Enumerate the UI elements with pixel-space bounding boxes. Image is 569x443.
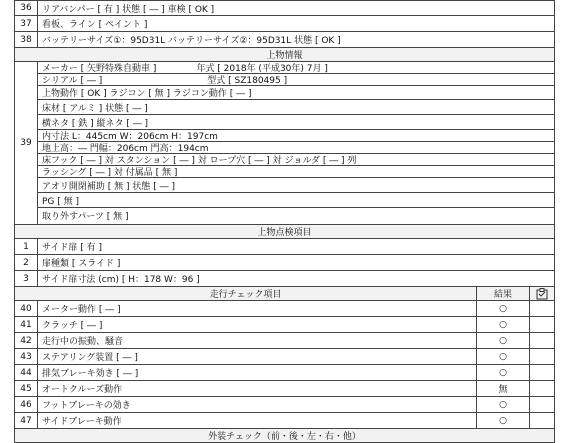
row-text: ステアリング装置 [ ― ]	[42, 353, 138, 363]
table-row	[14, 271, 555, 287]
row-number: 43	[15, 349, 38, 364]
equipment-block	[14, 62, 555, 225]
equipment-line: 内寸法 L：445cm W：206cm H：197cm	[38, 130, 554, 142]
table-row	[14, 365, 555, 381]
section-header	[14, 225, 555, 239]
row-text: サイド扉寸法 (cm) [ H：178 W：96 ]	[42, 275, 200, 285]
equipment-line: 床材 [ アルミ ] 状態 [ ― ]	[38, 100, 554, 115]
row-text: サイドブレーキ動作	[42, 417, 122, 427]
section-header	[14, 287, 555, 301]
row-text: サイド扉 [ 有 ]	[42, 243, 102, 253]
row-text: フットブレーキの効き	[42, 401, 131, 411]
result-cell: ○	[476, 301, 529, 316]
table-row	[14, 16, 555, 32]
maker-field: メーカー [ 矢野特殊自動車 ]	[42, 64, 157, 74]
result-cell: ○	[476, 397, 529, 412]
equipment-line: 地上高：― 門幅：206cm 門高：194cm	[38, 142, 554, 154]
extra-cell	[529, 301, 554, 316]
table-row	[14, 0, 555, 16]
extra-cell	[529, 333, 554, 348]
equipment-line: 横ネタ [ 鉄 ] 縦ネタ [ ― ]	[38, 115, 554, 130]
clipboard-icon[interactable]	[529, 287, 554, 300]
row-text: 看板、ライン [ ペイント ]	[42, 20, 148, 30]
row-number: 40	[15, 301, 38, 316]
row-text: 扉種類 [ スライド ]	[42, 259, 121, 269]
row-number: 45	[15, 381, 38, 396]
inspection-sheet	[14, 0, 555, 443]
row-number: 39	[15, 62, 38, 224]
section-title: 走行チェック項目	[15, 287, 476, 300]
section-title: 上物情報	[15, 48, 554, 61]
equipment-line: ラッシング [ ― ] 対 付属品 [ 無 ]	[38, 166, 554, 178]
equipment-line: PG [ 無 ]	[38, 193, 554, 208]
row-number: 38	[15, 32, 38, 47]
row-number: 42	[15, 333, 38, 348]
row-number: 46	[15, 397, 38, 412]
result-header: 結果	[476, 287, 529, 300]
row-text: 走行中の振動、騒音	[42, 337, 124, 347]
row-number: 2	[15, 255, 38, 270]
table-row	[14, 317, 555, 333]
row-text: オートクルーズ動作	[42, 385, 123, 395]
row-text: バッテリーサイズ①：95D31L バッテリーサイズ②：95D31L 状態 [ OK ]	[42, 36, 341, 46]
year-field: 年式 [ 2018年 (平成30年) 7月 ]	[196, 64, 328, 74]
row-number: 1	[15, 239, 38, 254]
row-text: クラッチ [ ― ]	[42, 321, 103, 331]
section-title: 上物点検項目	[15, 225, 554, 238]
table-row	[14, 333, 555, 349]
row-number: 44	[15, 365, 38, 380]
table-row	[14, 301, 555, 317]
serial-field: シリアル [ ― ]	[42, 76, 103, 86]
row-number: 37	[15, 16, 38, 31]
table-row	[14, 413, 555, 429]
result-cell: ○	[476, 333, 529, 348]
row-text: 排気ブレーキ効き [ ― ]	[42, 369, 139, 379]
extra-cell	[529, 317, 554, 332]
row-number: 47	[15, 413, 38, 428]
result-cell: ○	[476, 349, 529, 364]
section-header	[14, 48, 555, 62]
table-row	[14, 239, 555, 255]
row-number: 3	[15, 271, 38, 286]
result-cell: ○	[476, 365, 529, 380]
table-row	[14, 255, 555, 271]
equipment-line: 取り外すパーツ [ 無 ]	[42, 211, 129, 222]
table-row	[14, 32, 555, 48]
row-number: 41	[15, 317, 38, 332]
equipment-line: 上物動作 [ OK ] ラジコン [ 無 ] ラジコン動作 [ ― ]	[38, 86, 554, 100]
row-number: 36	[15, 1, 38, 15]
result-cell: ○	[476, 317, 529, 332]
model-field: 型式 [ SZ180495 ]	[207, 76, 288, 86]
section-header	[14, 429, 555, 443]
table-row	[14, 349, 555, 365]
row-text: メーター動作 [ ― ]	[42, 305, 121, 315]
section-title: 外装チェック（前・後・左・右・他）	[15, 429, 554, 442]
extra-cell	[529, 349, 554, 364]
extra-cell	[529, 381, 554, 396]
table-row	[14, 381, 555, 397]
result-cell: 無	[476, 381, 529, 396]
table-row	[14, 397, 555, 413]
result-cell: ○	[476, 413, 529, 428]
extra-cell	[529, 365, 554, 380]
row-text: リアバンパー [ 有 ] 状態 [ ― ] 車検 [ OK ]	[42, 4, 215, 15]
equipment-line: アオリ開閉補助 [ 無 ] 状態 [ ― ]	[38, 178, 554, 193]
equipment-line: 床フック [ ― ] 対 スタンション [ ― ] 対 ロープ穴 [ ― ] 対 ジョルダ [ ― ] 列	[38, 154, 554, 166]
extra-cell	[529, 397, 554, 412]
